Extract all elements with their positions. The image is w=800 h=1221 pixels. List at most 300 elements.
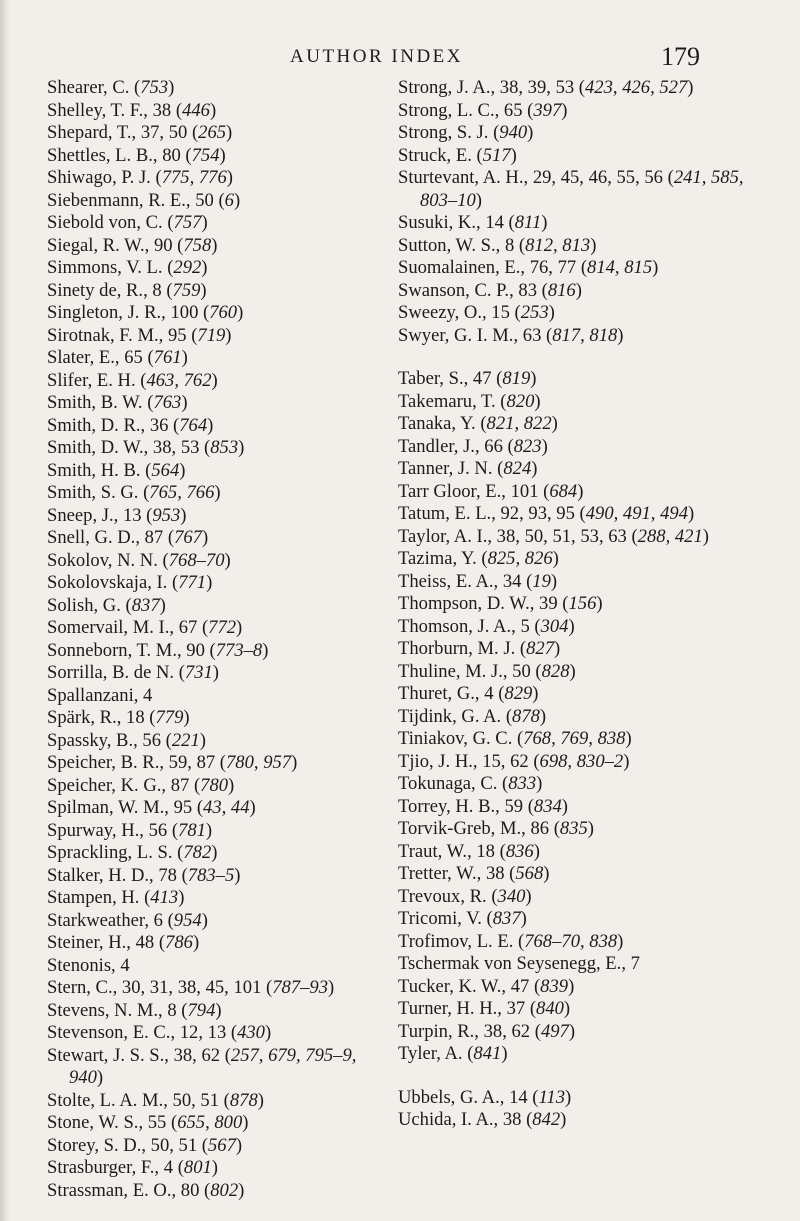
entry-bibliography-refs: 288, 421 bbox=[637, 525, 703, 547]
entry-page-refs: 8 bbox=[167, 999, 177, 1021]
entry-author: Uchida, I. A., bbox=[398, 1109, 499, 1130]
index-entry: Ubbels, G. A., 14 (113) bbox=[398, 1086, 572, 1108]
entry-author: Smith, D. W., bbox=[47, 437, 149, 458]
index-entry: Sprackling, L. S. (782) bbox=[47, 842, 218, 863]
entry-author: Shearer, C. bbox=[47, 77, 130, 98]
entry-page-refs: 37, 50 bbox=[140, 122, 188, 143]
entry-author: Spassky, B., bbox=[47, 729, 138, 751]
entry-page-refs: 6 bbox=[153, 909, 163, 931]
entry-bibliography-refs: 829 bbox=[504, 683, 533, 704]
entry-author: Simmons, V. L. bbox=[47, 257, 163, 278]
entry-page-refs: 90 bbox=[186, 639, 205, 661]
index-entry: Shiwago, P. J. (775, 776) bbox=[47, 167, 233, 188]
entry-page-refs: 80 bbox=[162, 144, 181, 166]
index-entry: Trofimov, L. E. (768–70, 838) bbox=[398, 930, 624, 952]
index-entry: Trevoux, R. (340) bbox=[398, 885, 532, 907]
entry-bibliography-refs: 824 bbox=[503, 458, 532, 479]
entry-bibliography-refs: 567 bbox=[207, 1134, 236, 1156]
index-entry: Tiniakov, G. C. (768, 769, 838) bbox=[398, 728, 632, 749]
entry-bibliography-refs: 265 bbox=[198, 122, 227, 143]
entry-page-refs: 47 bbox=[472, 368, 492, 389]
entry-page-refs: 56 bbox=[148, 819, 168, 841]
entry-page-refs: 38 bbox=[152, 99, 172, 121]
entry-bibliography-refs: 775, 776 bbox=[161, 167, 227, 188]
entry-author: Slifer, E. H. bbox=[47, 369, 136, 391]
entry-page-refs: 4 bbox=[143, 684, 153, 706]
entry-author: Spilman, W. M., bbox=[47, 797, 169, 818]
index-entry: Strong, J. A., 38, 39, 53 (423, 426, 527) bbox=[398, 77, 694, 98]
entry-bibliography-refs: 821, 822 bbox=[486, 413, 552, 434]
entry-author: Spärk, R., bbox=[47, 707, 122, 728]
entry-author: Thompson, D. W., bbox=[398, 593, 535, 614]
entry-page-refs: 76, 77 bbox=[529, 257, 577, 278]
index-column-right bbox=[398, 77, 770, 1132]
entry-author: Speicher, B. R., bbox=[47, 752, 165, 773]
entry-bibliography-refs: 764 bbox=[179, 414, 208, 436]
entry-author: Tarr Gloor, E., bbox=[398, 480, 506, 502]
entry-author: Smith, B. W. bbox=[47, 392, 143, 413]
entry-bibliography-refs: 304 bbox=[540, 615, 569, 637]
entry-bibliography-refs: 817, 818 bbox=[552, 324, 618, 346]
entry-bibliography-refs: 446 bbox=[182, 99, 210, 121]
index-entry: Susuki, K., 14 (811) bbox=[398, 212, 548, 233]
entry-bibliography-refs: 786 bbox=[165, 932, 193, 953]
entry-page-refs: 30, 31, 38, 45, 101 bbox=[121, 977, 262, 998]
entry-page-refs: 12, 13 bbox=[179, 1022, 227, 1043]
entry-author: Torrey, H. B., bbox=[398, 795, 500, 817]
index-entry: Speicher, K. G., 87 (780) bbox=[47, 774, 235, 796]
entry-bibliography-refs: 568 bbox=[515, 863, 544, 884]
entry-author: Shelley, T. F., bbox=[47, 99, 148, 121]
index-entry: Spilman, W. M., 95 (43, 44) bbox=[47, 797, 256, 818]
entry-author: Shettles, L. B., bbox=[47, 144, 158, 166]
entry-author: Taber, S., bbox=[398, 368, 469, 389]
index-entry: Sirotnak, F. M., 95 (719) bbox=[47, 324, 232, 346]
entry-bibliography-refs: 767 bbox=[174, 527, 202, 548]
entry-bibliography-refs: 794 bbox=[187, 999, 216, 1021]
entry-author: Sneep, J., bbox=[47, 504, 119, 526]
entry-bibliography-refs: 811 bbox=[514, 212, 542, 233]
entry-author: Tricomi, V. bbox=[398, 908, 482, 929]
entry-author: Susuki, K., bbox=[398, 212, 481, 233]
entry-bibliography-refs: 841 bbox=[473, 1043, 502, 1064]
entry-author: Tijdink, G. A. bbox=[398, 705, 502, 727]
entry-page-refs: 87 bbox=[170, 774, 190, 796]
index-entry: Strasburger, F., 4 (801) bbox=[47, 1157, 218, 1178]
index-entry: Snell, G. D., 87 (767) bbox=[47, 527, 209, 548]
entry-bibliography-refs: 783–5 bbox=[187, 864, 235, 886]
entry-page-refs: 63 bbox=[522, 324, 542, 346]
entry-author: Snell, G. D., bbox=[47, 527, 140, 548]
entry-page-refs: 55 bbox=[147, 1112, 167, 1133]
entry-bibliography-refs: 113 bbox=[538, 1086, 566, 1108]
index-entry: Tanaka, Y. (821, 822) bbox=[398, 413, 558, 434]
entry-page-refs: 100 bbox=[170, 302, 199, 323]
index-entry: Thomson, J. A., 5 (304) bbox=[398, 615, 575, 637]
entry-bibliography-refs: 953 bbox=[152, 504, 181, 526]
entry-bibliography-refs: 761 bbox=[153, 347, 182, 368]
page-number: 179 bbox=[661, 42, 700, 71]
entry-author: Stevens, N. M., bbox=[47, 999, 163, 1021]
entry-author: Theiss, E. A., bbox=[398, 570, 499, 592]
index-entry: Thorburn, M. J. (827) bbox=[398, 638, 561, 659]
entry-page-refs: 90 bbox=[153, 234, 173, 256]
entry-author: Sirotnak, F. M., bbox=[47, 324, 164, 346]
entry-bibliography-refs: 517 bbox=[482, 144, 511, 166]
entry-bibliography-refs: 823 bbox=[513, 435, 542, 457]
entry-bibliography-refs: 156 bbox=[568, 593, 597, 614]
entry-author: Taylor, A. I., bbox=[398, 525, 493, 547]
entry-page-refs: 86 bbox=[530, 818, 550, 839]
index-entry: Swanson, C. P., 83 (816) bbox=[398, 279, 582, 301]
entry-author: Shepard, T., bbox=[47, 122, 137, 143]
index-entry: Tucker, K. W., 47 (839) bbox=[398, 975, 575, 997]
entry-author: Thuline, M. J., bbox=[398, 660, 508, 682]
entry-author: Strassman, E. O., bbox=[47, 1179, 177, 1201]
entry-author: Turner, H. H., bbox=[398, 998, 502, 1019]
entry-bibliography-refs: 837 bbox=[492, 908, 521, 929]
entry-bibliography-refs: 768–70 bbox=[168, 549, 225, 571]
entry-author: Strong, J. A., bbox=[398, 77, 496, 98]
entry-page-refs: 66 bbox=[484, 435, 503, 457]
entry-author: Stevenson, E. C., bbox=[47, 1022, 176, 1043]
entry-bibliography-refs: 758 bbox=[183, 234, 212, 256]
entry-page-refs: 95 bbox=[167, 324, 187, 346]
entry-author: Slater, E., bbox=[47, 347, 120, 368]
index-entry: Swyer, G. I. M., 63 (817, 818) bbox=[398, 324, 624, 346]
entry-page-refs: 5 bbox=[520, 615, 530, 637]
entry-page-refs: 67 bbox=[178, 617, 198, 638]
entry-page-refs: 95 bbox=[173, 797, 193, 818]
entry-page-refs: 29, 45, 46, 55, 56 bbox=[532, 167, 663, 188]
entry-bibliography-refs: 839 bbox=[540, 975, 569, 997]
entry-page-refs: 34 bbox=[502, 570, 522, 592]
entry-bibliography-refs: 759 bbox=[172, 279, 201, 301]
index-entry: Spärk, R., 18 (779) bbox=[47, 707, 190, 728]
entry-bibliography-refs: 781 bbox=[178, 819, 206, 841]
index-entry: Singleton, J. R., 100 (760) bbox=[47, 302, 244, 323]
entry-author: Swanson, C. P., bbox=[398, 279, 514, 301]
index-entry: Stampen, H. (413) bbox=[47, 887, 185, 908]
index-entry: Strassman, E. O., 80 (802) bbox=[47, 1179, 245, 1201]
entry-bibliography-refs: 253 bbox=[520, 302, 549, 323]
index-entry: Stevens, N. M., 8 (794) bbox=[47, 999, 222, 1021]
entry-page-refs: 38, 62 bbox=[483, 1020, 531, 1042]
index-entry: Sutton, W. S., 8 (812, 813) bbox=[398, 234, 597, 256]
index-entry: Starkweather, 6 (954) bbox=[47, 909, 208, 931]
index-entry: Somervail, M. I., 67 (772) bbox=[47, 617, 243, 638]
entry-bibliography-refs: 241, 585, 803–10 bbox=[420, 167, 744, 211]
index-entry: Shelley, T. F., 38 (446) bbox=[47, 99, 217, 121]
entry-bibliography-refs: 771 bbox=[178, 572, 207, 593]
entry-author: Siebold von, C. bbox=[47, 212, 163, 233]
index-entry: Stolte, L. A. M., 50, 51 (878) bbox=[47, 1089, 264, 1111]
index-entry: Sneep, J., 13 (953) bbox=[47, 504, 187, 526]
index-entry: Tazima, Y. (825, 826) bbox=[398, 548, 559, 569]
entry-author: Trevoux, R. bbox=[398, 885, 487, 907]
index-entry: Stewart, J. S. S., 38, 62 (257, 679, 795–9, 940) bbox=[47, 1044, 357, 1088]
entry-page-refs: 15, 62 bbox=[482, 750, 529, 772]
entry-page-refs: 83 bbox=[518, 279, 537, 301]
entry-bibliography-refs: 423, 426, 527 bbox=[585, 77, 688, 98]
entry-author: Stenonis, bbox=[47, 954, 116, 976]
entry-bibliography-refs: 828 bbox=[541, 660, 570, 682]
entry-author: Somervail, M. I., bbox=[47, 617, 175, 638]
entry-bibliography-refs: 842 bbox=[532, 1109, 561, 1130]
index-entry: Stevenson, E. C., 12, 13 (430) bbox=[47, 1022, 272, 1043]
entry-bibliography-refs: 564 bbox=[151, 459, 180, 481]
entry-bibliography-refs: 765, 766 bbox=[149, 482, 215, 503]
binding-gutter bbox=[0, 0, 10, 1221]
index-column-left bbox=[47, 77, 392, 1202]
entry-bibliography-refs: 719 bbox=[197, 324, 226, 346]
index-entry: Storey, S. D., 50, 51 (567) bbox=[47, 1134, 243, 1156]
entry-bibliography-refs: 782 bbox=[183, 842, 212, 863]
entry-author: Tiniakov, G. C. bbox=[398, 728, 513, 749]
index-entry: Steiner, H., 48 (786) bbox=[47, 932, 200, 953]
index-entry: Shepard, T., 37, 50 (265) bbox=[47, 122, 233, 143]
index-entry: Slifer, E. H. (463, 762) bbox=[47, 369, 218, 391]
entry-author: Sokolov, N. N. bbox=[47, 549, 158, 571]
entry-bibliography-refs: 835 bbox=[559, 818, 588, 839]
entry-bibliography-refs: 772 bbox=[208, 617, 237, 638]
index-entry: Thuret, G., 4 (829) bbox=[398, 683, 539, 704]
entry-author: Steiner, H., bbox=[47, 932, 131, 953]
entry-author: Tucker, K. W., bbox=[398, 975, 507, 997]
index-entry: Tokunaga, C. (833) bbox=[398, 773, 543, 794]
entry-author: Sweezy, O., bbox=[398, 302, 487, 323]
index-entry: Siebenmann, R. E., 50 (6) bbox=[47, 189, 241, 211]
entry-author: Strong, S. J. bbox=[398, 122, 489, 143]
entry-page-refs: 18 bbox=[126, 707, 145, 728]
entry-author: Takemaru, T. bbox=[398, 390, 496, 412]
entry-page-refs: 80 bbox=[180, 1179, 200, 1201]
index-entry: Takemaru, T. (820) bbox=[398, 390, 541, 412]
index-entry: Smith, B. W. (763) bbox=[47, 392, 188, 413]
index-entry: Torrey, H. B., 59 (834) bbox=[398, 795, 568, 817]
entry-page-refs: 101 bbox=[510, 480, 539, 502]
entry-author: Sutton, W. S., bbox=[398, 234, 501, 256]
entry-bibliography-refs: 497 bbox=[540, 1020, 569, 1042]
entry-page-refs: 50 bbox=[512, 660, 531, 682]
letter-group-gap bbox=[398, 1066, 770, 1087]
index-entry: Smith, H. B. (564) bbox=[47, 459, 186, 481]
entry-bibliography-refs: 954 bbox=[173, 909, 202, 931]
entry-bibliography-refs: 753 bbox=[140, 77, 169, 98]
entry-bibliography-refs: 780 bbox=[200, 774, 229, 796]
entry-author: Swyer, G. I. M., bbox=[398, 324, 519, 346]
entry-bibliography-refs: 827 bbox=[526, 638, 554, 659]
entry-bibliography-refs: 816 bbox=[547, 279, 576, 301]
entry-page-refs: 4 bbox=[120, 954, 130, 976]
index-entry: Smith, S. G. (765, 766) bbox=[47, 482, 221, 503]
entry-bibliography-refs: 773–8 bbox=[215, 639, 263, 661]
entry-bibliography-refs: 779 bbox=[155, 707, 184, 728]
index-entry: Spassky, B., 56 (221) bbox=[47, 729, 206, 751]
index-entry: Turpin, R., 38, 62 (497) bbox=[398, 1020, 576, 1042]
index-entry: Thompson, D. W., 39 (156) bbox=[398, 593, 603, 614]
entry-author: Solish, G. bbox=[47, 594, 121, 616]
index-entry: Tyler, A. (841) bbox=[398, 1043, 508, 1064]
entry-author: Tatum, E. L., bbox=[398, 503, 496, 524]
index-entry: Siebold von, C. (757) bbox=[47, 212, 208, 233]
entry-author: Tazima, Y. bbox=[398, 548, 477, 569]
entry-bibliography-refs: 878 bbox=[229, 1089, 258, 1111]
index-entry: Sweezy, O., 15 (253) bbox=[398, 302, 555, 323]
entry-page-refs: 92, 93, 95 bbox=[500, 503, 575, 524]
entry-page-refs: 47 bbox=[510, 975, 530, 997]
entry-author: Speicher, K. G., bbox=[47, 774, 167, 796]
entry-bibliography-refs: 413 bbox=[150, 887, 179, 908]
entry-author: Tandler, J., bbox=[398, 435, 480, 457]
entry-author: Strasburger, F., bbox=[47, 1157, 160, 1178]
entry-author: Singleton, J. R., bbox=[47, 302, 166, 323]
entry-page-refs: 38, 39, 53 bbox=[499, 77, 575, 98]
entry-author: Thomson, J. A., bbox=[398, 615, 516, 637]
entry-author: Stampen, H. bbox=[47, 887, 140, 908]
entry-page-refs: 8 bbox=[152, 279, 162, 301]
entry-author: Tyler, A. bbox=[398, 1043, 463, 1064]
index-entry: Shearer, C. (753) bbox=[47, 77, 175, 98]
entry-author: Stolte, L. A. M., bbox=[47, 1089, 168, 1111]
entry-page-refs: 56 bbox=[142, 729, 161, 751]
index-entry: Sokolov, N. N. (768–70) bbox=[47, 549, 231, 571]
entry-author: Tjio, J. H., bbox=[398, 750, 478, 772]
entry-bibliography-refs: 490, 491, 494 bbox=[585, 503, 688, 524]
entry-author: Smith, S. G. bbox=[47, 482, 139, 503]
entry-bibliography-refs: 6 bbox=[224, 189, 234, 211]
entry-author: Smith, H. B. bbox=[47, 459, 141, 481]
entry-bibliography-refs: 292 bbox=[173, 257, 202, 278]
entry-bibliography-refs: 833 bbox=[508, 773, 537, 794]
entry-page-refs: 59, 87 bbox=[168, 752, 216, 773]
entry-author: Tanner, J. N. bbox=[398, 458, 493, 479]
entry-bibliography-refs: 257, 679, 795–9, 940 bbox=[69, 1044, 357, 1088]
index-entry: Smith, D. R., 36 (764) bbox=[47, 414, 214, 436]
index-entry: Tanner, J. N. (824) bbox=[398, 458, 538, 479]
entry-author: Spurway, H., bbox=[47, 819, 144, 841]
entry-page-refs: 59 bbox=[504, 795, 524, 817]
entry-author: Stern, C., bbox=[47, 977, 118, 998]
entry-author: Starkweather, bbox=[47, 909, 149, 931]
entry-author: Siegal, R. W., bbox=[47, 234, 150, 256]
index-entry: Solish, G. (837) bbox=[47, 594, 166, 616]
running-header bbox=[290, 40, 700, 76]
entry-bibliography-refs: 463, 762 bbox=[146, 369, 212, 391]
entry-page-refs: 7 bbox=[630, 953, 640, 974]
entry-author: Trofimov, L. E. bbox=[398, 930, 514, 952]
index-entry bbox=[47, 685, 392, 708]
entry-author: Sonneborn, T. M., bbox=[47, 639, 182, 661]
index-entry: Sorrilla, B. de N. (731) bbox=[47, 662, 219, 683]
entry-bibliography-refs: 840 bbox=[536, 998, 564, 1019]
entry-author: Sokolovskaja, I. bbox=[47, 572, 168, 593]
entry-bibliography-refs: 221 bbox=[171, 729, 200, 751]
entry-author: Traut, W., bbox=[398, 840, 472, 862]
entry-bibliography-refs: 757 bbox=[173, 212, 202, 233]
entry-page-refs: 4 bbox=[484, 683, 494, 704]
entry-author: Sorrilla, B. de N. bbox=[47, 662, 175, 683]
entry-bibliography-refs: 754 bbox=[191, 144, 220, 166]
index-entry: Tandler, J., 66 (823) bbox=[398, 435, 548, 457]
entry-page-refs: 50, 51 bbox=[172, 1089, 220, 1111]
entry-author: Suomalainen, E., bbox=[398, 257, 526, 278]
entry-page-refs: 36 bbox=[149, 414, 169, 436]
entry-bibliography-refs: 397 bbox=[533, 99, 562, 121]
entry-bibliography-refs: 768–70, 838 bbox=[524, 930, 618, 952]
entry-page-refs: 18 bbox=[476, 840, 495, 862]
index-entry bbox=[398, 953, 770, 976]
entry-page-refs: 38, 50, 51, 53, 63 bbox=[496, 525, 627, 547]
entry-page-refs: 78 bbox=[158, 864, 177, 886]
entry-author: Sturtevant, A. H., bbox=[398, 167, 529, 188]
index-entry: Thuline, M. J., 50 (828) bbox=[398, 660, 576, 682]
entry-page-refs: 48 bbox=[135, 932, 155, 953]
index-entry: Spurway, H., 56 (781) bbox=[47, 819, 213, 841]
entry-author: Stone, W. S., bbox=[47, 1112, 144, 1133]
index-entry: Sokolovskaja, I. (771) bbox=[47, 572, 213, 593]
entry-page-refs: 13 bbox=[122, 504, 142, 526]
index-entry: Simmons, V. L. (292) bbox=[47, 257, 208, 278]
entry-bibliography-refs: 853 bbox=[210, 437, 239, 458]
entry-page-refs: 8 bbox=[504, 234, 515, 256]
entry-page-refs: 4 bbox=[163, 1157, 174, 1178]
entry-page-refs: 50 bbox=[195, 189, 214, 211]
entry-page-refs: 14 bbox=[509, 1086, 528, 1108]
index-entry: Sturtevant, A. H., 29, 45, 46, 55, 56 (241, 585, 803–10) bbox=[398, 167, 744, 211]
index-entry bbox=[47, 955, 392, 978]
index-entry: Turner, H. H., 37 (840) bbox=[398, 998, 571, 1019]
index-entry: Stern, C., 30, 31, 38, 45, 101 (787–93) bbox=[47, 977, 335, 998]
index-entry: Tricomi, V. (837) bbox=[398, 908, 527, 929]
entry-author: Sinety de, R., bbox=[47, 279, 148, 301]
entry-bibliography-refs: 820 bbox=[506, 390, 535, 412]
entry-bibliography-refs: 801 bbox=[183, 1157, 212, 1178]
index-entry: Stone, W. S., 55 (655, 800) bbox=[47, 1112, 249, 1133]
index-entry: Siegal, R. W., 90 (758) bbox=[47, 234, 218, 256]
entry-bibliography-refs: 768, 769, 838 bbox=[523, 728, 626, 749]
entry-bibliography-refs: 940 bbox=[499, 122, 528, 143]
entry-author: Tanaka, Y. bbox=[398, 413, 476, 434]
entry-author: Stalker, H. D., bbox=[47, 864, 154, 886]
entry-bibliography-refs: 655, 800 bbox=[177, 1112, 243, 1133]
entry-author: Sprackling, L. S. bbox=[47, 842, 173, 863]
entry-page-refs: 37 bbox=[506, 998, 526, 1019]
entry-author: Storey, S. D., bbox=[47, 1134, 146, 1156]
entry-author: Siebenmann, R. E., bbox=[47, 189, 191, 211]
entry-author: Spallanzani, bbox=[47, 684, 139, 706]
entry-bibliography-refs: 763 bbox=[153, 392, 182, 413]
entry-bibliography-refs: 834 bbox=[533, 795, 562, 817]
entry-author: Struck, E. bbox=[398, 144, 472, 166]
index-entry: Taylor, A. I., 38, 50, 51, 53, 63 (288, 421) bbox=[398, 525, 709, 547]
entry-bibliography-refs: 878 bbox=[512, 705, 540, 727]
index-entry: Tjio, J. H., 15, 62 (698, 830–2) bbox=[398, 750, 630, 772]
entry-author: Shiwago, P. J. bbox=[47, 167, 151, 188]
entry-author: Ubbels, G. A., bbox=[398, 1086, 505, 1108]
index-entry: Strong, S. J. (940) bbox=[398, 122, 534, 143]
entry-bibliography-refs: 684 bbox=[549, 480, 578, 502]
entry-page-refs: 14 bbox=[485, 212, 504, 233]
index-entry: Tijdink, G. A. (878) bbox=[398, 705, 547, 727]
index-entry: Traut, W., 18 (836) bbox=[398, 840, 540, 862]
entry-author: Smith, D. R., bbox=[47, 414, 146, 436]
entry-author: Tokunaga, C. bbox=[398, 773, 498, 794]
entry-author: Turpin, R., bbox=[398, 1020, 479, 1042]
entry-bibliography-refs: 812, 813 bbox=[525, 234, 591, 256]
entry-author: Tretter, W., bbox=[398, 863, 482, 884]
entry-page-refs: 38, 62 bbox=[173, 1044, 221, 1066]
